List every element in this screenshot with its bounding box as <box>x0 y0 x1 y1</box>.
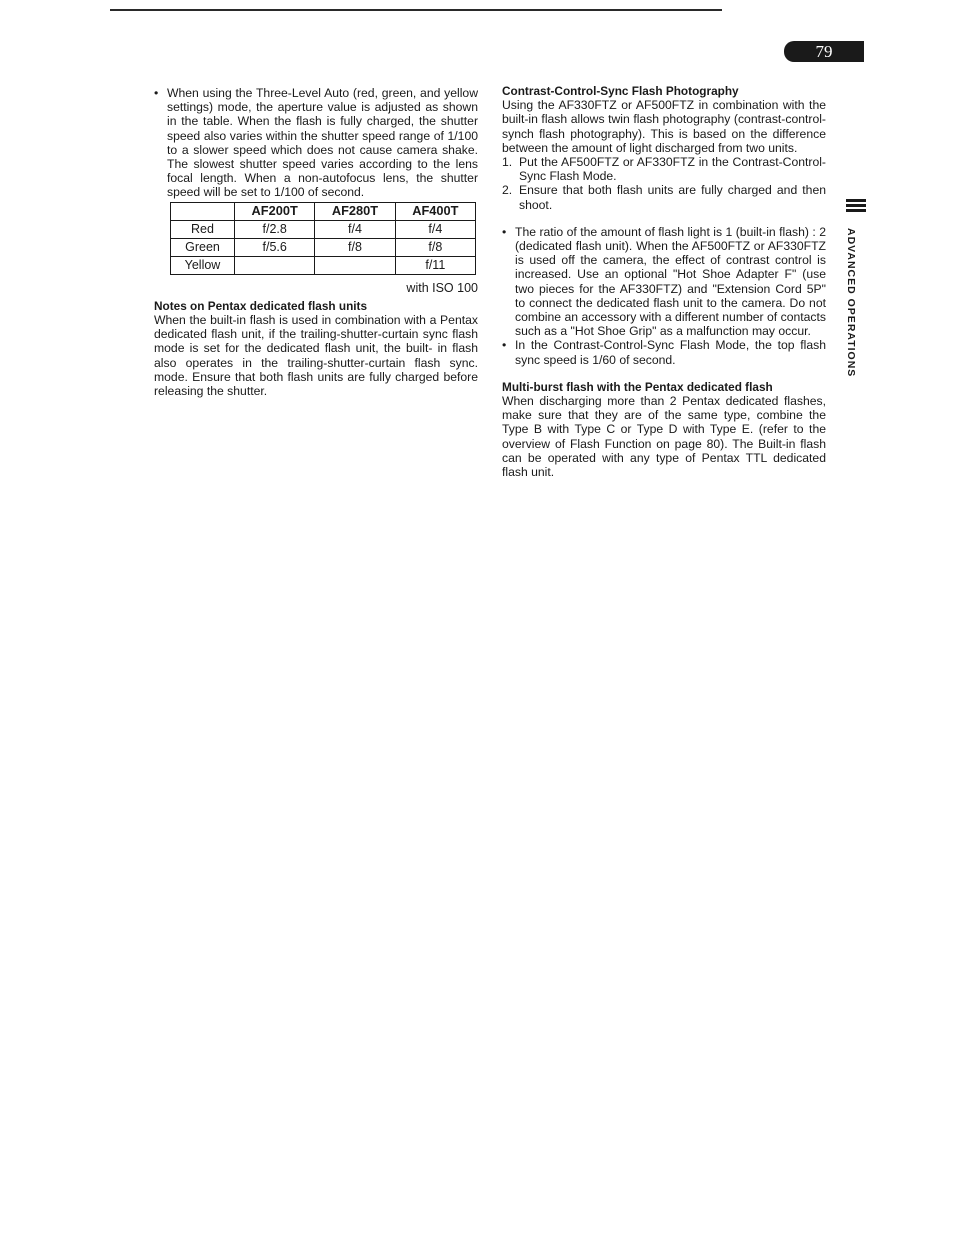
table-cell: f/4 <box>395 220 475 238</box>
table-header-cell: AF200T <box>235 202 315 220</box>
ccs-heading: Contrast-Control-Sync Flash Photography <box>502 84 739 98</box>
bullet-icon: • <box>154 86 159 100</box>
table-cell: f/8 <box>315 238 395 256</box>
table-row <box>171 238 476 256</box>
table-header-row <box>171 202 476 220</box>
table-cell: Red <box>171 220 235 238</box>
step-number: 2. <box>502 183 513 198</box>
ccs-bullet-text: The ratio of the amount of flash light is 1 (built-in flash) : 2 (dedicated flash unit). When the AF500FTZ or AF330FTZ is used off the camera, the effect of contrast control is increased. Use an optional "Hot Shoe Adapter F" (use two pieces for the AF330FTZ) and "Extension Cord 5P" to connect the dedicated flash unit to the camera. Do not combine an accessory with a different number of contacts such as a "Hot Shoe Grip" as a malfunction may occur. <box>515 224 826 339</box>
table-cell <box>315 256 395 274</box>
top-rule <box>110 9 722 11</box>
step-item <box>502 155 826 183</box>
chapter-label: ADVANCED OPERATIONS <box>845 228 857 378</box>
bullet-icon: • <box>502 224 507 239</box>
ccs-bullet <box>502 225 826 339</box>
table-cell: f/8 <box>395 238 475 256</box>
step-text: Ensure that both flash units are fully charged and then shoot. <box>519 183 826 212</box>
step-number: 1. <box>502 155 513 170</box>
table-cell <box>235 256 315 274</box>
intro-bullet-text: When using the Three-Level Auto (red, green, and yellow settings) mode, the aperture value is adjusted as shown in the table. When the flash is fully charged, the shutter speed also varies within the shutter speed range of 1/100 to a slower speed which does not cause camera shake. The slowest shutter speed varies according to the lens focal length. When a non-autofocus lens, the shutter speed will be set to 1/100 of second. <box>167 86 478 200</box>
page-number: 79 <box>784 41 864 62</box>
table-cell: f/4 <box>315 220 395 238</box>
table-cell: f/2.8 <box>235 220 315 238</box>
table-header-cell: AF400T <box>395 202 475 220</box>
table-row <box>171 256 476 274</box>
table-cell: f/5.6 <box>235 238 315 256</box>
notes-body: When the built-in flash is used in combination with a Pentax dedicated flash unit, if the trailing-shutter-curtain sync flash mode is set for the dedicated flash unit, the built- in flash also operates in the trailing-shutter-curtain flash sync. mode. Ensure that both flash units are fully charged before releasing the shutter. <box>154 313 478 399</box>
table-cell: Green <box>171 238 235 256</box>
multi-body: When discharging more than 2 Pentax dedicated flashes, make sure that they are of the same type, combine the Type B with Type C or Type D with Type E. (refer to the overview of Flash Function on page 80). The Built-in flash can be operated with any type of Pentax TTL dedicated flash unit. <box>502 394 826 480</box>
ccs-body: Using the AF330FTZ or AF500FTZ in combination with the built-in flash allows twin flash photography (contrast-control-synch flash photography). This is based on the difference between the amount of light discharged from two units. <box>502 98 826 155</box>
table-row <box>171 220 476 238</box>
ccs-bullet-text: In the Contrast-Control-Sync Flash Mode, the top flash sync speed is 1/60 of second. <box>515 338 826 367</box>
step-item <box>502 183 826 211</box>
notes-heading: Notes on Pentax dedicated flash units <box>154 298 368 313</box>
table-note: with ISO 100 <box>406 280 478 295</box>
step-text: Put the AF500FTZ or AF330FTZ in the Contrast-Control-Sync Flash Mode. <box>519 155 826 184</box>
intro-bullet <box>154 86 478 200</box>
bullet-icon: • <box>502 338 507 353</box>
table-header-cell <box>171 202 235 220</box>
left-column <box>154 86 478 398</box>
table-cell: Yellow <box>171 256 235 274</box>
table-header-cell: AF280T <box>315 202 395 220</box>
chapter-marker-icon <box>846 199 866 214</box>
aperture-table <box>170 202 476 275</box>
multi-heading: Multi-burst flash with the Pentax dedicated flash <box>502 379 773 394</box>
right-column <box>502 84 826 479</box>
table-cell: f/11 <box>395 256 475 274</box>
ccs-bullet <box>502 338 826 366</box>
